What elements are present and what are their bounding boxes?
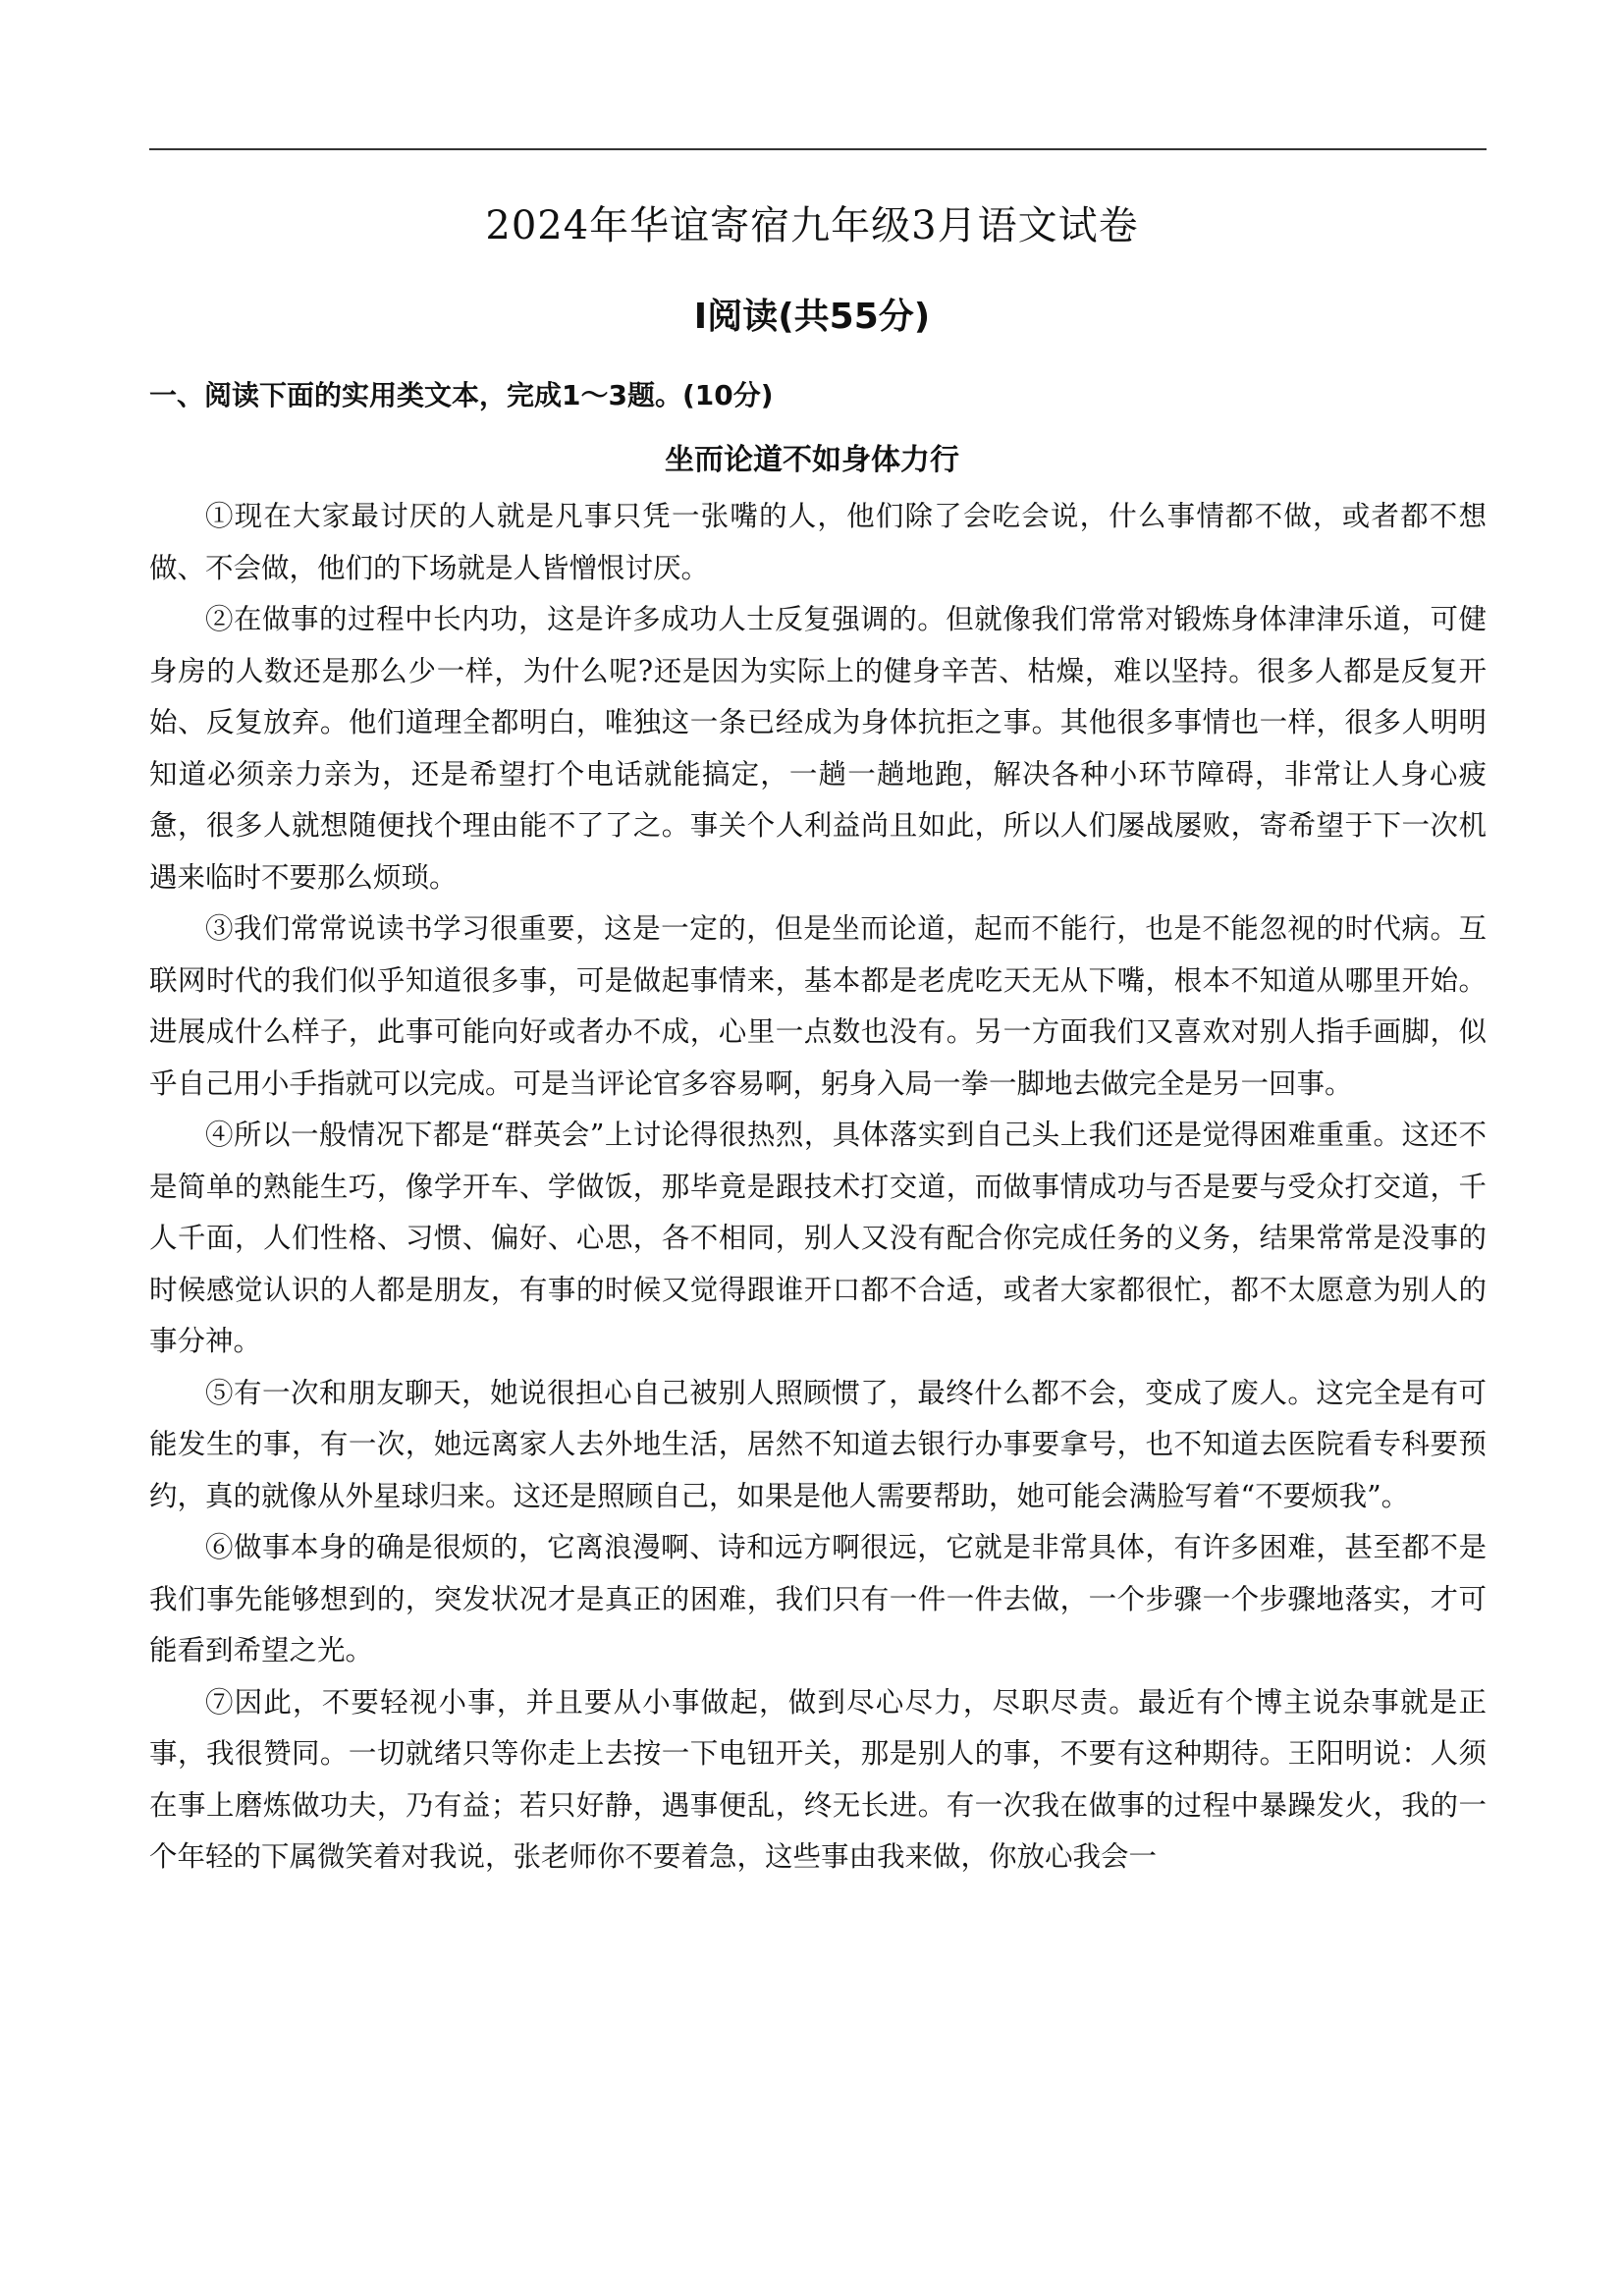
- paragraph-1: ①现在大家最讨厌的人就是凡事只凭一张嘴的人，他们除了会吃会说，什么事情都不做，或者都不想做、不会做，他们的下场就是人皆憎恨讨厌。: [149, 500, 1487, 584]
- paragraph-2: ②在做事的过程中长内功，这是许多成功人士反复强调的。但就像我们常常对锻炼身体津津乐道，可健身房的人数还是那么少一样，为什么呢?还是因为实际上的健身辛苦、枯燥，难以坚持。很多人都是反复开始、反复放弃。他们道理全都明白，唯独这一条已经成为身体抗拒之事。其他很多事情也一样，很多人明明知道必须亲力亲为，还是希望打个电话就能搞定，一趟一趟地跑，解决各种小环节障碍，非常让人身心疲惫，很多人就想随便找个理由能不了了之。事关个人利益尚且如此，所以人们屡战屡败，寄希望于下一次机遇来临时不要那么烦琐。: [149, 603, 1487, 894]
- paragraph-7: ⑦因此，不要轻视小事，并且要从小事做起，做到尽心尽力，尽职尽责。最近有个博主说杂事就是正事，我很赞同。一切就绪只等你走上去按一下电钮开关，那是别人的事，不要有这种期待。王阳明说：人须在事上磨炼做功夫，乃有益；若只好静，遇事便乱，终无长进。有一次我在做事的过程中暴躁发火，我的一个年轻的下属微笑着对我说，张老师你不要着急，这些事由我来做，你放心我会一: [149, 1685, 1487, 1873]
- article-body: [149, 491, 1487, 1884]
- paragraph-6: ⑥做事本身的确是很烦的，它离浪漫啊、诗和远方啊很远，它就是非常具体，有许多困难，甚至都不是我们事先能够想到的，突发状况才是真正的困难，我们只有一件一件去做，一个步骤一个步骤地落实，才可能看到希望之光。: [149, 1531, 1487, 1667]
- paragraph-3: ③我们常常说读书学习很重要，这是一定的，但是坐而论道，起而不能行，也是不能忽视的时代病。互联网时代的我们似乎知道很多事，可是做起事情来，基本都是老虎吃天无从下嘴，根本不知道从哪里开始。进展成什么样子，此事可能向好或者办不成，心里一点数也没有。另一方面我们又喜欢对别人指手画脚，似乎自己用小手指就可以完成。可是当评论官多容易啊，躬身入局一拳一脚地去做完全是另一回事。: [149, 912, 1487, 1100]
- page-title: 2024年华谊寄宿九年级3月语文试卷: [485, 203, 1139, 248]
- article-title: 坐而论道不如身体力行: [665, 443, 959, 477]
- question-heading: 一、阅读下面的实用类文本，完成1～3题。(10分): [149, 379, 774, 411]
- section-title: Ⅰ阅读(共55分): [693, 297, 931, 337]
- header-divider: [149, 148, 1487, 150]
- paragraph-5: ⑤有一次和朋友聊天，她说很担心自己被别人照顾惯了，最终什么都不会，变成了废人。这完全是有可能发生的事，有一次，她远离家人去外地生活，居然不知道去银行办事要拿号，也不知道去医院看专科要预约，真的就像从外星球归来。这还是照顾自己，如果是他人需要帮助，她可能会满脸写着“不要烦我”。: [149, 1376, 1487, 1512]
- paragraph-4: ④所以一般情况下都是“群英会”上讨论得很热烈，具体落实到自己头上我们还是觉得困难重重。这还不是简单的熟能生巧，像学开车、学做饭，那毕竟是跟技术打交道，而做事情成功与否是要与受众打交道，千人千面，人们性格、习惯、偏好、心思，各不相同，别人又没有配合你完成任务的义务，结果常常是没事的时候感觉认识的人都是朋友，有事的时候又觉得跟谁开口都不合适，或者大家都很忙，都不太愿意为别人的事分神。: [149, 1119, 1487, 1357]
